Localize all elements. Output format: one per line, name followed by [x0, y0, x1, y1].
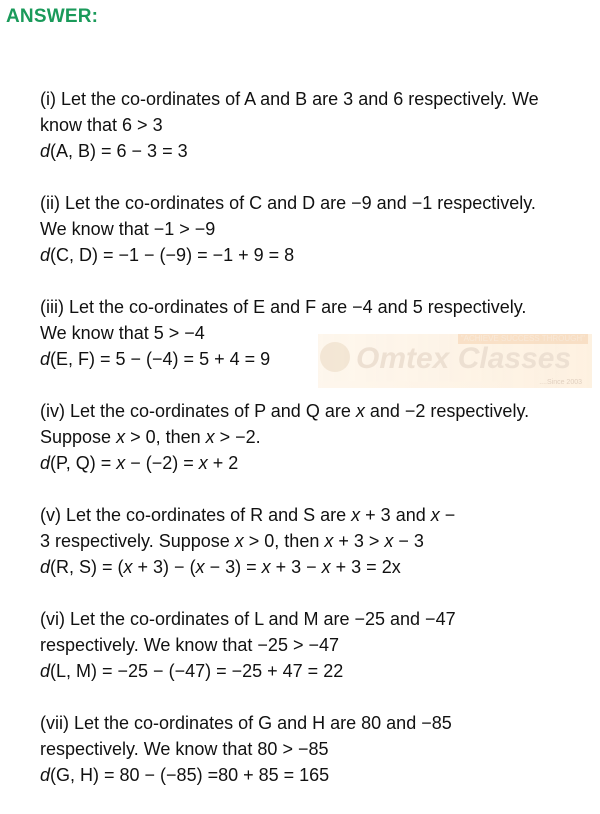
math-variable: x — [116, 453, 126, 473]
answer-part — [40, 190, 595, 268]
answer-part — [40, 398, 595, 476]
text-segment: > 0, then — [243, 531, 325, 551]
math-variable: x — [261, 557, 271, 577]
answer-line — [40, 658, 343, 684]
answer-line — [40, 424, 261, 450]
answer-line — [40, 216, 215, 242]
answer-line — [40, 398, 529, 424]
text-segment: (L, M) = −25 − (−47) = −25 + 47 = 22 — [50, 661, 344, 681]
answer-line — [40, 450, 238, 476]
math-variable: x — [205, 427, 215, 447]
answer-line — [40, 190, 536, 216]
math-variable: d — [40, 557, 51, 577]
math-variable: d — [40, 349, 51, 369]
text-segment: know that 6 > 3 — [40, 115, 163, 135]
text-segment: respectively. We know that −25 > −47 — [40, 635, 340, 655]
watermark-title: Omtex Classes — [356, 342, 572, 375]
text-segment: > 0, then — [125, 427, 206, 447]
math-variable: d — [40, 453, 51, 473]
math-variable: x — [234, 531, 244, 551]
text-segment: (R, S) = ( — [50, 557, 124, 577]
text-segment: − 3) = — [204, 557, 262, 577]
text-segment: (A, B) = 6 − 3 = 3 — [50, 141, 188, 161]
answer-part — [40, 606, 595, 684]
text-segment: We know that 5 > −4 — [40, 323, 205, 343]
text-segment: − (−2) = — [125, 453, 199, 473]
text-segment: Suppose — [40, 427, 117, 447]
answer-heading: ANSWER: — [6, 6, 99, 27]
answer-line — [40, 762, 329, 788]
answer-content — [40, 86, 595, 814]
watermark-tagline: "ACHIEVE SUCCESS THROUGH" — [458, 334, 588, 344]
math-variable: x — [195, 557, 205, 577]
text-segment: (G, H) = 80 − (−85) =80 + 85 = 165 — [50, 765, 330, 785]
math-variable: x — [116, 427, 126, 447]
text-segment: (i) Let the co-ordinates of A and B are 3 and 6 respectively. We — [40, 89, 539, 109]
math-variable: x — [321, 557, 331, 577]
answer-line — [40, 112, 163, 138]
math-variable: d — [40, 245, 51, 265]
answer-line — [40, 528, 424, 554]
answer-line — [40, 710, 452, 736]
math-variable: x — [355, 401, 365, 421]
answer-line — [40, 346, 270, 372]
answer-line — [40, 606, 456, 632]
answer-line — [40, 632, 339, 658]
text-segment: We know that −1 > −9 — [40, 219, 216, 239]
text-segment: (vii) Let the co-ordinates of G and H are 80 and −85 — [40, 713, 452, 733]
answer-line — [40, 554, 401, 580]
math-variable: x — [430, 505, 440, 525]
answer-line — [40, 294, 526, 320]
math-variable: d — [40, 765, 51, 785]
text-segment: + 3 − — [270, 557, 322, 577]
math-variable: d — [40, 661, 51, 681]
text-segment: (E, F) = 5 − (−4) = 5 + 4 = 9 — [50, 349, 271, 369]
text-segment: + 3 = 2x — [330, 557, 401, 577]
text-segment: (iv) Let the co-ordinates of P and Q are — [40, 401, 356, 421]
answer-part — [40, 86, 595, 164]
answer-line — [40, 138, 188, 164]
text-segment: + 3) − ( — [132, 557, 196, 577]
math-variable: x — [324, 531, 334, 551]
answer-part — [40, 294, 595, 372]
math-variable: x — [384, 531, 394, 551]
answer-line — [40, 502, 455, 528]
answer-part — [40, 502, 595, 580]
text-segment: + 3 and — [360, 505, 431, 525]
math-variable: x — [351, 505, 361, 525]
math-variable: d — [40, 141, 51, 161]
text-segment: (v) Let the co-ordinates of R and S are — [40, 505, 352, 525]
answer-line — [40, 320, 205, 346]
math-variable: x — [123, 557, 133, 577]
text-segment: > −2. — [214, 427, 261, 447]
text-segment: + 2 — [207, 453, 239, 473]
text-segment: (ii) Let the co-ordinates of C and D are −9 and −1 respectively. — [40, 193, 536, 213]
text-segment: + 3 > — [333, 531, 385, 551]
answer-line — [40, 736, 329, 762]
answer-line — [40, 86, 539, 112]
text-segment: respectively. We know that 80 > −85 — [40, 739, 329, 759]
text-segment: − — [439, 505, 456, 525]
text-segment: (C, D) = −1 − (−9) = −1 + 9 = 8 — [50, 245, 295, 265]
text-segment: 3 respectively. Suppose — [40, 531, 235, 551]
math-variable: x — [198, 453, 208, 473]
answer-part — [40, 710, 595, 788]
answer-line — [40, 242, 294, 268]
watermark-since: ....Since 2003 — [539, 379, 582, 386]
text-segment: − 3 — [393, 531, 424, 551]
text-segment: (vi) Let the co-ordinates of L and M are −25 and −47 — [40, 609, 456, 629]
text-segment: (iii) Let the co-ordinates of E and F are −4 and 5 respectively. — [40, 297, 527, 317]
text-segment: (P, Q) = — [50, 453, 117, 473]
text-segment: and −2 respectively. — [364, 401, 530, 421]
